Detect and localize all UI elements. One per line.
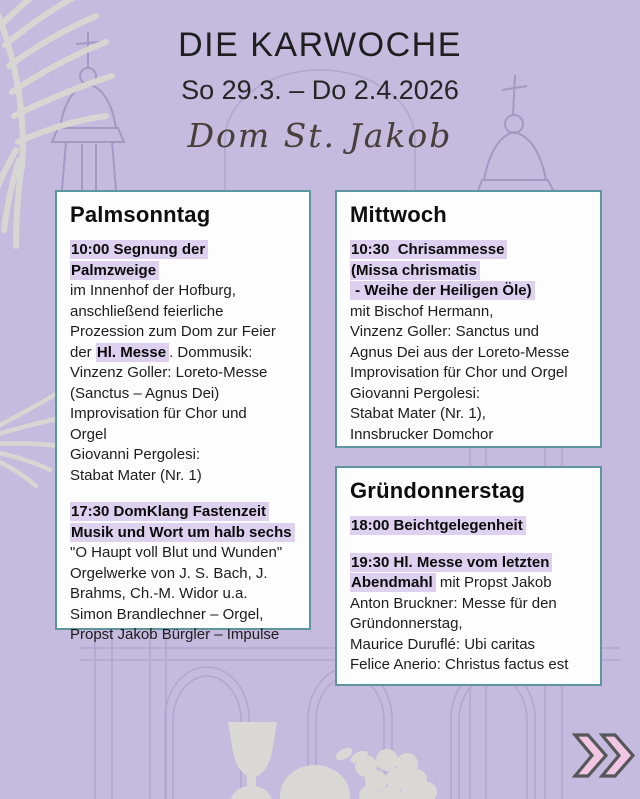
event-text: der — [70, 343, 96, 361]
event-text: Innsbrucker Domchor — [350, 425, 494, 443]
card-title: Palmsonntag — [70, 202, 211, 227]
event-text: Felice Anerio: Christus factus est — [350, 656, 569, 673]
event-text: mit Propst Jakob — [435, 574, 552, 591]
event-text: anschließend feierliche — [70, 302, 224, 320]
event-text: Orgelwerke von J. S. Bach, J. — [70, 564, 268, 582]
event-text: (Sanctus – Agnus Dei) — [70, 384, 220, 402]
event-highlight-text: - Weihe der Heiligen Öle) — [350, 281, 535, 300]
card-body — [70, 240, 296, 646]
event-text: Brahms, Ch.-M. Widor u.a. — [70, 585, 248, 602]
event-block — [350, 240, 587, 445]
event-text: Giovanni Pergolesi: — [70, 446, 201, 463]
event-highlight-text: 18:00 Beichtgelegenheit — [350, 516, 526, 535]
event-highlight-text: 10:00 Segnung der Palmzweige — [70, 240, 208, 280]
event-text: Simon Brandlechner – Orgel, — [70, 605, 264, 623]
event-text: Giovanni Pergolesi: — [350, 384, 481, 402]
double-chevron-right-icon[interactable] — [572, 732, 638, 779]
event-text: Vinzenz Goller: Loreto-Messe — [70, 364, 268, 381]
event-text: Prozession zum Dom zur Feier — [70, 323, 276, 340]
card-mittwoch — [335, 190, 602, 448]
card-title: Mittwoch — [350, 202, 447, 227]
event-text: . Dommusik: — [169, 343, 253, 361]
event-highlight-text: 10:30 Chrisammesse — [350, 240, 507, 259]
event-text: Agnus Dei aus der Loreto-Messe — [350, 343, 570, 361]
event-highlight-text: 19:30 Hl. Messe vom letzten — [350, 553, 552, 572]
event-highlight-text: Abendmahl — [350, 573, 436, 592]
event-text: Improvisation für Chor und Orgel — [350, 364, 568, 381]
event-block — [70, 240, 296, 486]
event-text: "O Haupt voll Blut und Wunden" — [70, 544, 283, 561]
event-text: Orgel — [70, 425, 107, 443]
palm-frond-icon — [0, 394, 62, 486]
card-title: Gründonnerstag — [350, 478, 526, 503]
event-block — [350, 516, 587, 537]
flyer-header — [0, 26, 640, 155]
card-gruendonnerstag — [335, 466, 602, 686]
event-text: Anton Bruckner: Messe für den — [350, 594, 557, 612]
event-highlight-text: (Missa chrismatis — [350, 261, 480, 280]
event-text: Stabat Mater (Nr. 1), — [350, 405, 486, 422]
event-text: Propst Jakob Bürgler – Impulse — [70, 626, 280, 643]
event-block — [350, 553, 587, 676]
event-highlight-text: 17:30 DomKlang Fastenzeit — [70, 502, 269, 521]
page-title: DIE KARWOCHE — [178, 26, 462, 64]
card-body — [350, 516, 587, 676]
event-block — [70, 502, 296, 646]
event-highlight-text: Hl. Messe — [96, 343, 169, 362]
chalice-bread-grapes-icon — [228, 722, 437, 799]
event-text: mit Bischof Hermann, — [350, 302, 494, 320]
event-text: Stabat Mater (Nr. 1) — [70, 466, 202, 484]
event-highlight-text: Musik und Wort um halb sechs — [70, 523, 295, 542]
event-text: Vinzenz Goller: Sanctus und — [350, 323, 540, 340]
date-range: So 29.3. – Do 2.4.2026 — [181, 75, 459, 105]
event-text: Maurice Duruflé: Ubi caritas — [350, 635, 536, 653]
card-body — [350, 240, 587, 445]
venue-signature: Dom St. Jakob — [187, 116, 453, 155]
card-palmsonntag — [55, 190, 311, 643]
event-text: im Innenhof der Hofburg, — [70, 282, 236, 299]
event-text: Improvisation für Chor und — [70, 405, 247, 422]
event-text: Gründonnerstag, — [350, 615, 463, 632]
